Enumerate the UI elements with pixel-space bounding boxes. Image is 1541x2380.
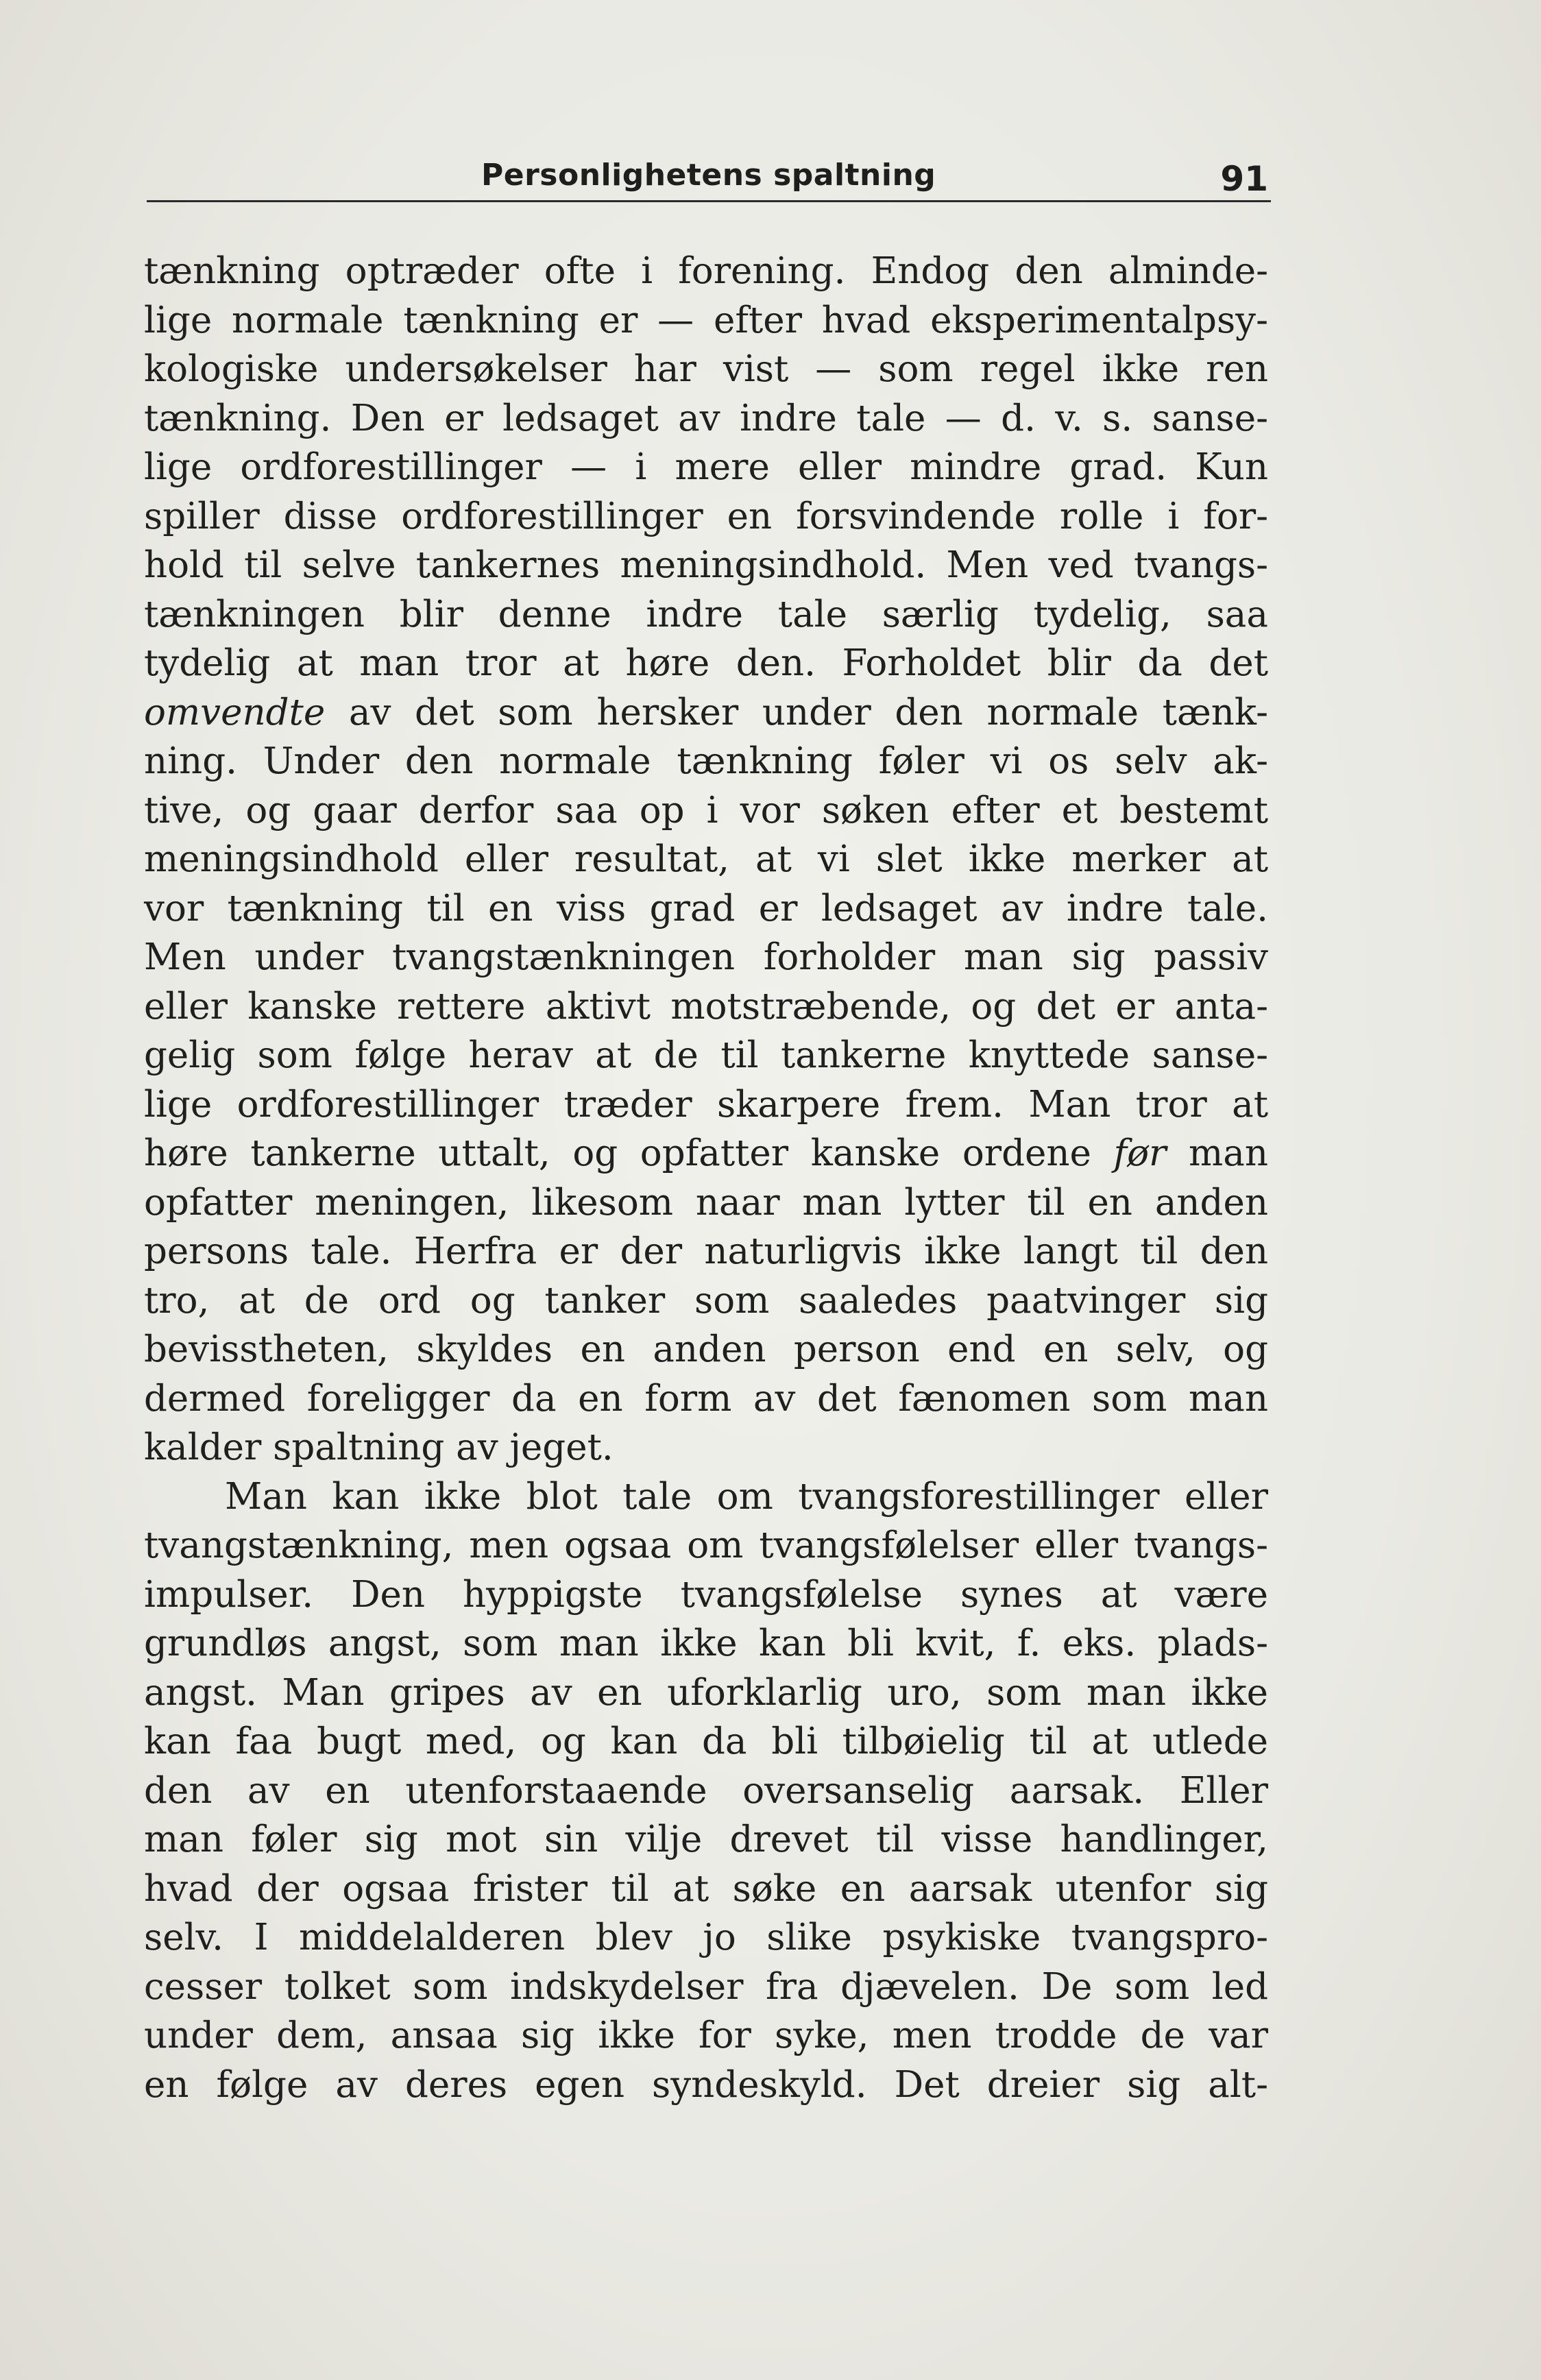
- text-line: gelig som følge herav at de til tankerne knyttede sanse-: [144, 1034, 1268, 1076]
- running-title: Personlighetens spaltning: [481, 158, 936, 193]
- text-line: den av en utenforstaaende oversanselig aarsak. Eller: [144, 1769, 1268, 1812]
- text-line: kalder spaltning av jeget.: [144, 1426, 614, 1468]
- text-line: hvad der ogsaa frister til at søke en aarsak utenfor sig: [144, 1867, 1268, 1910]
- text-line: Men under tvangstænkningen forholder man sig passiv: [144, 936, 1268, 978]
- text-line: tænkning. Den er ledsaget av indre tale — d. v. s. sanse-: [144, 397, 1268, 439]
- text-line: angst. Man gripes av en uforklarlig uro, som man ikke: [144, 1671, 1268, 1714]
- text-line: dermed foreligger da en form av det fænomen som man: [144, 1377, 1268, 1420]
- text-line: impulser. Den hyppigste tvangsfølelse synes at være: [144, 1573, 1268, 1616]
- text-line: eller kanske rettere aktivt motstræbende, og det er anta-: [144, 985, 1268, 1028]
- text-line: cesser tolket som indskydelser fra djævelen. De som led: [144, 1965, 1268, 2008]
- text-line: spiller disse ordforestillinger en forsvindende rolle i for-: [144, 495, 1268, 537]
- text-line: man føler sig mot sin vilje drevet til visse handlinger,: [144, 1819, 1268, 1860]
- text-line: tvangstænkning, men ogsaa om tvangsfølelser eller tvangs-: [144, 1525, 1268, 1566]
- text-line: bevisstheten, skyldes en anden person end en selv, og: [144, 1328, 1268, 1370]
- text-line: tænkning optræder ofte i forening. Endog den alminde-: [144, 250, 1268, 292]
- page-header: [147, 145, 1271, 202]
- text-line: meningsindhold eller resultat, at vi slet ikke merker at: [144, 838, 1268, 880]
- text-line: vor tænkning til en viss grad er ledsaget av indre tale.: [144, 887, 1268, 930]
- text-line: persons tale. Herfra er der naturligvis ikke langt til den: [144, 1230, 1268, 1272]
- page-number: 91: [1220, 159, 1268, 199]
- text-line: grundløs angst, som man ikke kan bli kvit, f. eks. plads-: [144, 1623, 1268, 1664]
- text-line: lige normale tænkning er — efter hvad eksperimentalpsy-: [144, 299, 1268, 341]
- text-line: hold til selve tankernes meningsindhold. Men ved tvangs-: [144, 544, 1268, 586]
- text-line: tænkningen blir denne indre tale særlig tydelig, saa: [144, 593, 1268, 635]
- emphasized-word: omvendte: [144, 691, 326, 733]
- body-text: [144, 247, 1268, 2109]
- text-line: selv. I middelalderen blev jo slike psykiske tvangspro-: [144, 1917, 1268, 1958]
- text-line: tro, at de ord og tanker som saaledes paatvinger sig: [144, 1279, 1268, 1322]
- paragraph: [144, 247, 1268, 1472]
- paragraph: [144, 1472, 1268, 2110]
- emphasized-word: før: [1113, 1132, 1167, 1174]
- text-line: ning. Under den normale tænkning føler vi os selv ak-: [144, 740, 1268, 782]
- text-line: tive, og gaar derfor saa op i vor søken efter et bestemt: [144, 789, 1268, 831]
- text-line: kan faa bugt med, og kan da bli tilbøielig til at utlede: [144, 1721, 1268, 1762]
- text-line: opfatter meningen, likesom naar man lytter til en anden: [144, 1181, 1268, 1224]
- text-line: en følge av deres egen syndeskyld. Det dreier sig alt-: [144, 2063, 1268, 2106]
- text-line: under dem, ansaa sig ikke for syke, men trodde de var: [144, 2015, 1268, 2056]
- text-fragment: av det som hersker under den normale tænk-: [325, 691, 1268, 733]
- text-line: [144, 1129, 1268, 1178]
- text-fragment: høre tankerne uttalt, og opfatter kanske ordene: [144, 1132, 1114, 1174]
- text-line: Man kan ikke blot tale om tvangsforestillinger eller: [225, 1475, 1268, 1518]
- text-line: [144, 688, 1268, 738]
- text-line: tydelig at man tror at høre den. Forholdet blir da det: [144, 642, 1268, 684]
- text-line: lige ordforestillinger — i mere eller mindre grad. Kun: [144, 446, 1268, 488]
- text-fragment: man: [1166, 1132, 1268, 1174]
- text-line: lige ordforestillinger træder skarpere frem. Man tror at: [144, 1083, 1268, 1126]
- text-line: kologiske undersøkelser har vist — som regel ikke ren: [144, 348, 1268, 390]
